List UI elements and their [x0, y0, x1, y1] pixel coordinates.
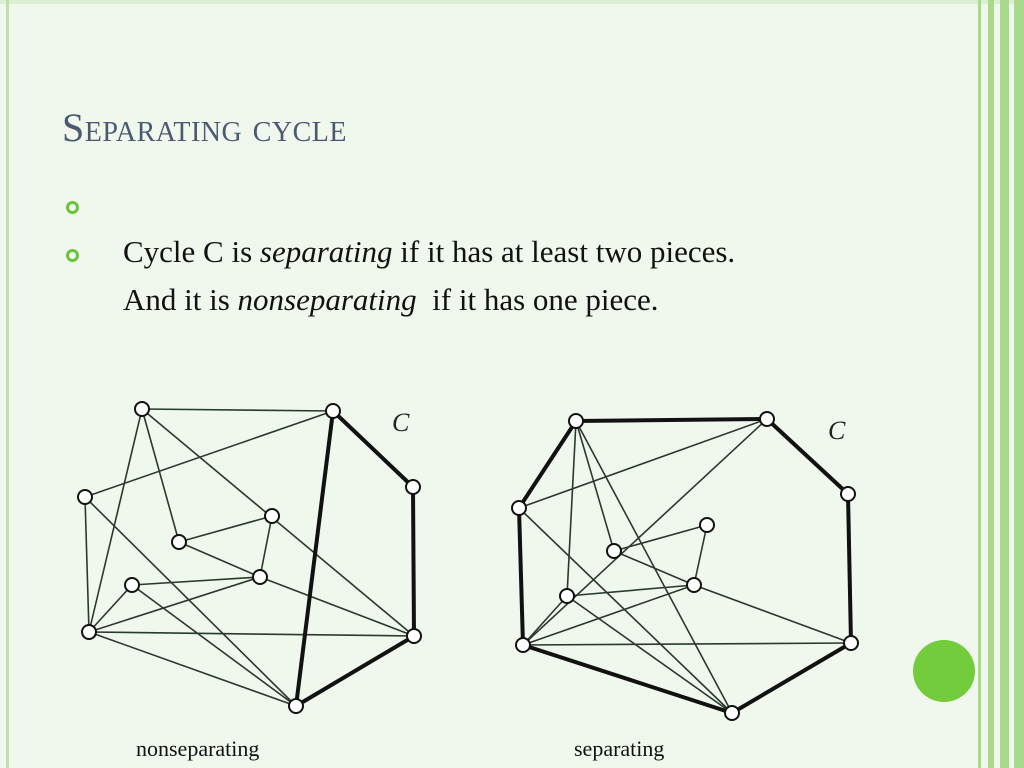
- cycle-edge: [296, 411, 333, 706]
- graph-edge: [142, 409, 333, 411]
- graph-edge: [85, 411, 333, 497]
- graph-vertex: [172, 535, 186, 549]
- graph-edge: [89, 632, 296, 706]
- graph-vertex: [406, 480, 420, 494]
- bullet-emphasis: separating: [259, 234, 393, 269]
- cycle-edge: [519, 508, 523, 645]
- cycle-edge: [576, 419, 767, 421]
- graph-vertex: [560, 589, 574, 603]
- cycle-edge: [519, 421, 576, 508]
- graph-vertex: [78, 490, 92, 504]
- graph-edge: [614, 551, 694, 585]
- bullet-text-after: if it has one piece.: [416, 282, 659, 317]
- graph-vertex: [841, 487, 855, 501]
- graph-figure-nonseparating: [78, 402, 421, 713]
- graph-vertex: [82, 625, 96, 639]
- graph-edge: [694, 525, 707, 585]
- graph-vertex: [265, 509, 279, 523]
- bullet-text-before: Cycle C is: [123, 234, 260, 269]
- graph-edge: [519, 419, 767, 508]
- cycle-edge: [732, 643, 851, 713]
- bullet-text-before: And it is: [123, 282, 238, 317]
- graph-vertex: [516, 638, 530, 652]
- graph-edge: [260, 516, 272, 577]
- graph-vertex: [844, 636, 858, 650]
- graph-vertex: [125, 578, 139, 592]
- caption-nonseparating: nonseparating: [136, 736, 260, 761]
- graph-vertex: [569, 414, 583, 428]
- graph-vertex: [253, 570, 267, 584]
- graph-edge: [523, 643, 851, 645]
- cycle-edge: [848, 494, 851, 643]
- graph-edge: [567, 596, 732, 713]
- graph-edge: [260, 577, 414, 636]
- graph-vertex: [407, 629, 421, 643]
- graph-edge: [179, 542, 260, 577]
- graph-vertex: [135, 402, 149, 416]
- graph-vertex: [289, 699, 303, 713]
- graph-edge: [523, 419, 767, 645]
- cycle-label-right: C: [828, 416, 846, 445]
- graph-edge: [132, 585, 296, 706]
- graph-vertex: [607, 544, 621, 558]
- cycle-edge: [296, 636, 414, 706]
- graph-edge: [89, 632, 414, 636]
- cycle-label-left: C: [392, 408, 410, 437]
- graph-edge: [694, 585, 851, 643]
- graph-figure-separating: [512, 412, 858, 720]
- bullet-text-after: if it has at least two pieces.: [392, 234, 736, 269]
- slide-title: Separating cycle: [62, 105, 348, 150]
- graph-edge: [179, 516, 272, 542]
- graph-vertex: [725, 706, 739, 720]
- graph-edge: [519, 508, 732, 713]
- graph-vertex: [687, 578, 701, 592]
- decor-green-circle: [913, 640, 975, 702]
- graph-vertex: [700, 518, 714, 532]
- graph-vertex: [326, 404, 340, 418]
- graph-edge: [567, 421, 576, 596]
- graph-edge: [89, 409, 142, 632]
- cycle-edge: [413, 487, 414, 636]
- graph-edge: [85, 497, 89, 632]
- caption-separating: separating: [574, 736, 665, 761]
- graph-vertex: [760, 412, 774, 426]
- graph-vertex: [512, 501, 526, 515]
- bullet-emphasis: nonseparating: [237, 282, 417, 317]
